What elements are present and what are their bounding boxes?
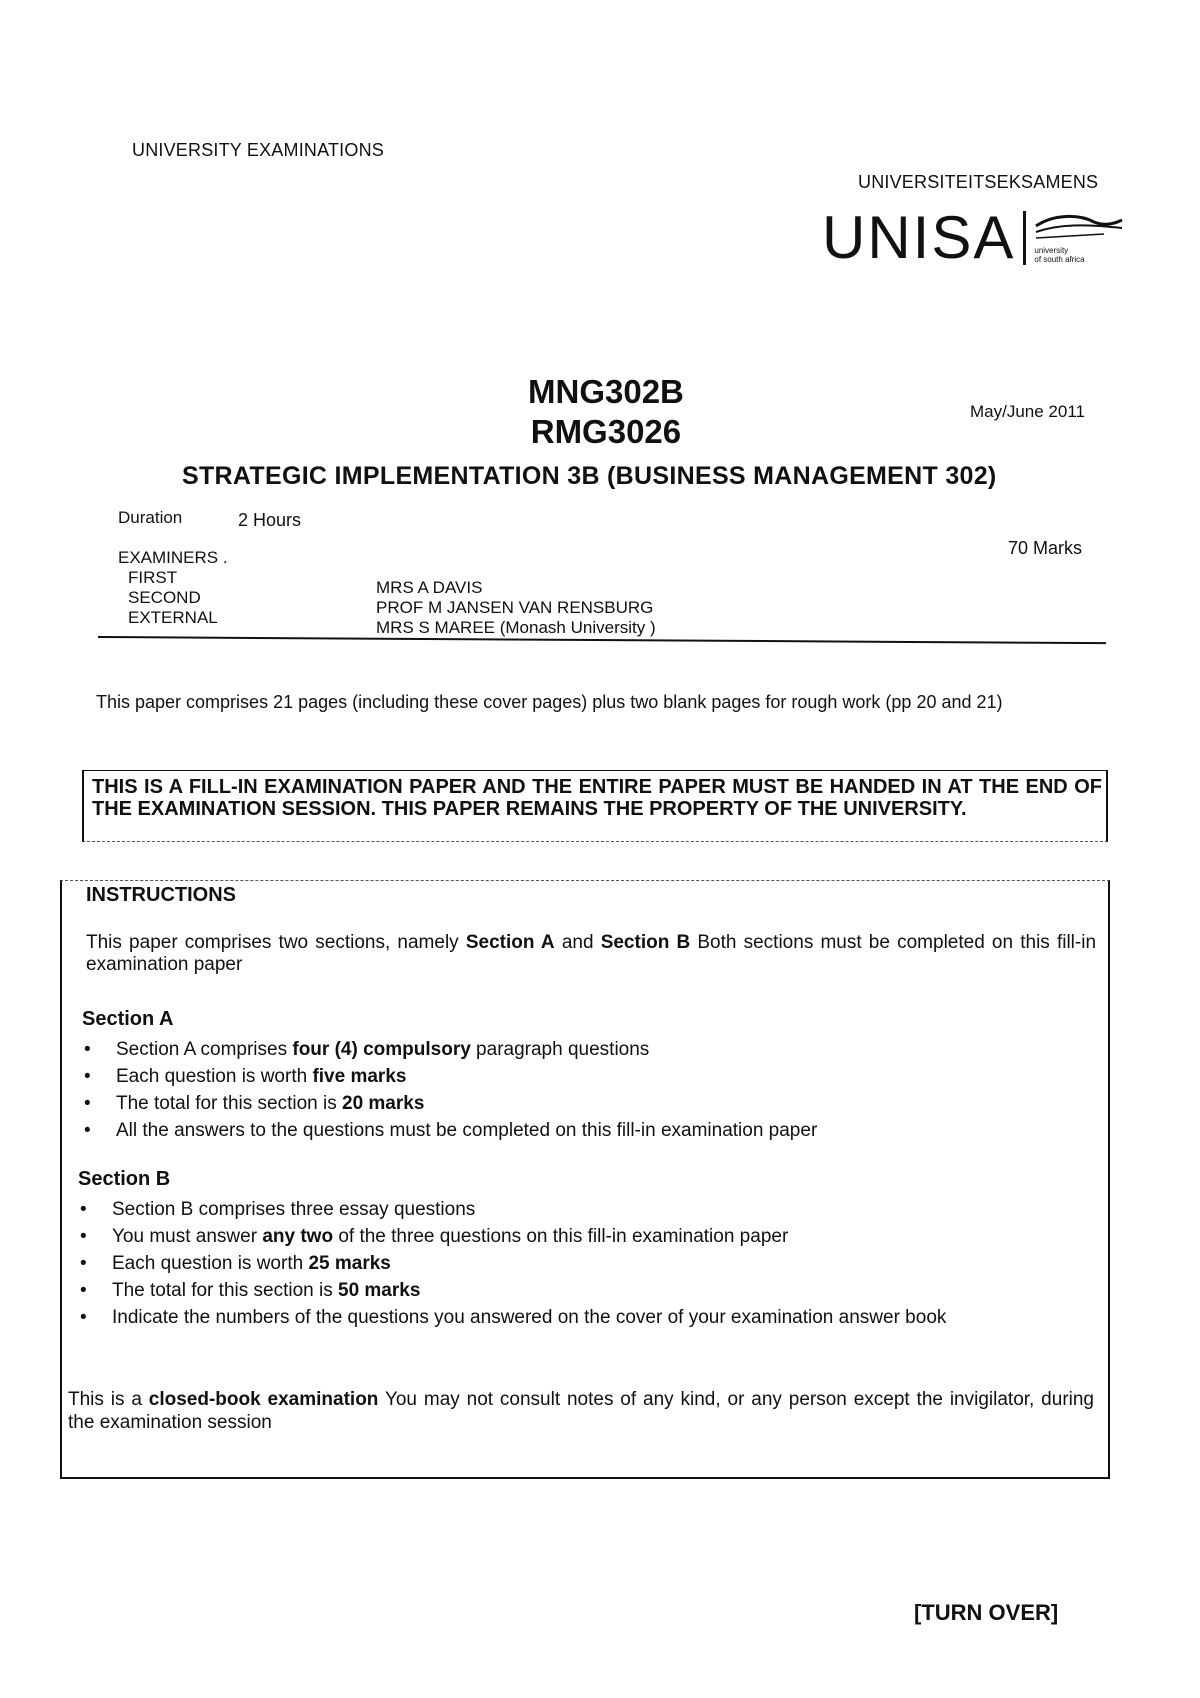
duration-label: Duration <box>118 508 183 527</box>
course-codes <box>528 372 684 452</box>
examiner-name: MRS S MAREE (Monash University ) <box>376 618 656 637</box>
fill-in-notice: THIS IS A FILL-IN EXAMINATION PAPER AND THE ENTIRE PAPER MUST BE HANDED IN AT THE END OF THE EXAMINATION SESSION. THIS PAPER REMAINS THE PROPERTY OF THE UNIVERSITY. <box>92 776 1102 820</box>
logo-subtext: university of south africa <box>1034 246 1085 264</box>
exam-date: May/June 2011 <box>970 402 1085 421</box>
section-b-list <box>76 1196 1096 1331</box>
list-item: • You must answer any two of the three questions on this fill-in examination paper <box>76 1223 1096 1250</box>
list-item: • Indicate the numbers of the questions you answered on the cover of your examination answer book <box>76 1304 1096 1331</box>
list-item: • All the answers to the questions must be completed on this fill-in examination paper <box>80 1117 1090 1144</box>
section-a-title: Section A <box>82 1008 174 1030</box>
course-code-primary: MNG302B <box>528 373 684 410</box>
unisa-logo <box>822 204 1124 271</box>
closed-book-notice: This is a closed-book examination You may not consult notes of any kind, or any person except the invigilator, during the examination session <box>68 1389 1095 1433</box>
course-code-secondary: RMG3026 <box>530 413 682 450</box>
examiners-names <box>376 578 656 638</box>
examiners-roles <box>118 548 228 628</box>
paper-title: STRATEGIC IMPLEMENTATION 3B (BUSINESS MANAGEMENT 302) <box>182 462 997 490</box>
list-item: • The total for this section is 20 marks <box>80 1090 1090 1117</box>
turn-over-label: [TURN OVER] <box>914 1600 1059 1625</box>
examiners-heading: EXAMINERS . <box>118 548 228 567</box>
duration-value: 2 Hours <box>238 510 302 530</box>
section-a-list <box>80 1036 1090 1144</box>
examiner-role: EXTERNAL <box>128 608 218 627</box>
logo-emblem <box>1034 212 1124 264</box>
list-item: • Section B comprises three essay questions <box>76 1196 1096 1223</box>
examiner-name: PROF M JANSEN VAN RENSBURG <box>376 598 654 617</box>
examiner-role: FIRST <box>128 568 178 587</box>
list-item: • Section A comprises four (4) compulsory paragraph questions <box>80 1036 1090 1063</box>
list-item: • The total for this section is 50 marks <box>76 1277 1096 1304</box>
logo-divider <box>1023 211 1026 265</box>
list-item: • Each question is worth five marks <box>80 1063 1090 1090</box>
swoosh-icon <box>1034 212 1124 244</box>
total-marks: 70 Marks <box>1008 538 1083 558</box>
instructions-heading: INSTRUCTIONS <box>86 884 236 906</box>
section-b-title: Section B <box>78 1168 171 1190</box>
page-count-notice: This paper comprises 21 pages (including these cover pages) plus two blank pages for rough work (pp 20 and 21) <box>96 692 1003 712</box>
instructions-intro: This paper comprises two sections, namely Section A and Section B Both sections must be completed on this fill-in examination paper <box>86 932 1097 975</box>
universiteitseksamens-header: UNIVERSITEITSEKSAMENS <box>858 172 1099 192</box>
logo-wordmark: UNISA <box>822 204 1016 271</box>
list-item: • Each question is worth 25 marks <box>76 1250 1096 1277</box>
examiner-name: MRS A DAVIS <box>376 578 483 597</box>
university-examinations-header: UNIVERSITY EXAMINATIONS <box>132 140 384 160</box>
examiner-role: SECOND <box>128 588 201 607</box>
